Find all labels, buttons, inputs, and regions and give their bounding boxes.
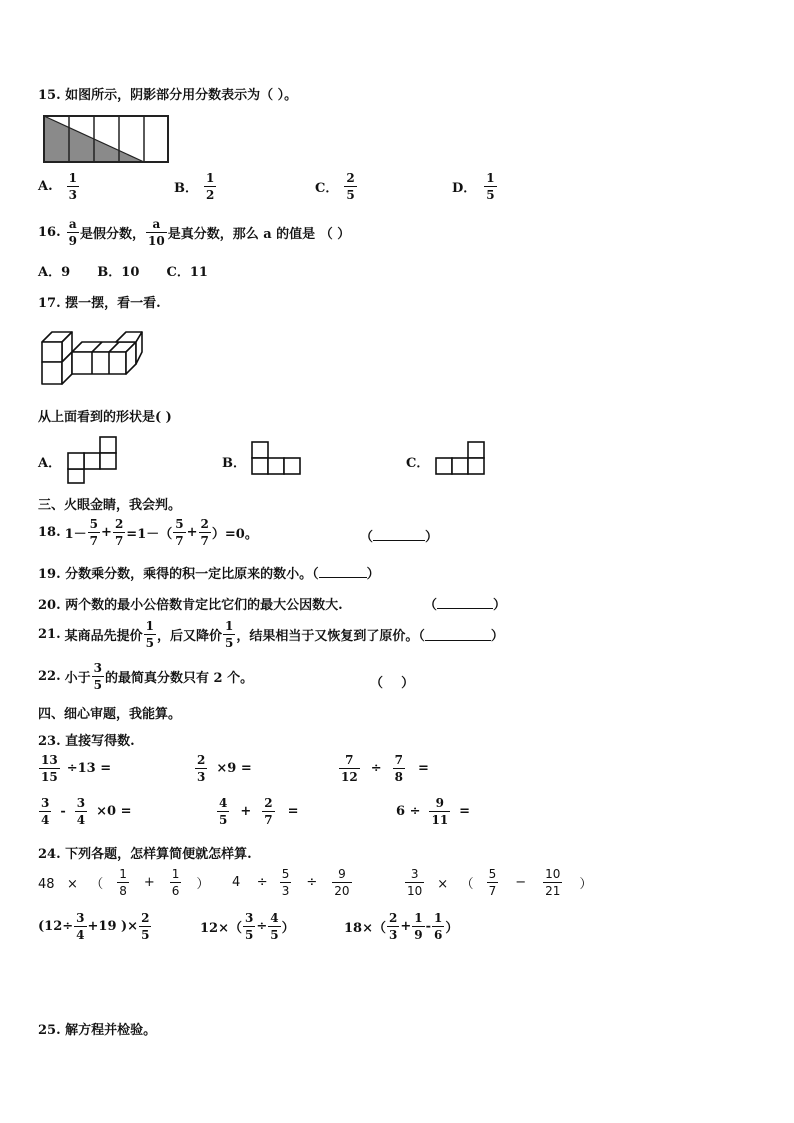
q17-option-c-shape: [434, 440, 488, 476]
q22-part: 小于: [64, 671, 91, 686]
q22-number: 22.: [38, 669, 61, 684]
q23-expr-4: [38, 797, 131, 826]
q17-text: 摆一摆，看一看.: [65, 296, 161, 311]
fraction: $\frac{1}{6}$: [434, 911, 443, 942]
expr-text: (12÷: [38, 919, 74, 934]
q17-option-b[interactable]: [222, 452, 246, 471]
q20-line: [38, 594, 343, 613]
fraction: $\frac{1}{5}$: [145, 619, 154, 650]
q23-expr-2: [194, 754, 252, 783]
paren-left: （: [424, 598, 438, 613]
fraction: $\frac{2}{3}$: [388, 911, 398, 942]
fraction: $\frac{5}{7}$: [488, 867, 497, 898]
expr-text: ）: [281, 921, 295, 936]
operator: ÷: [306, 875, 318, 890]
fraction: $\frac{2}{7}$: [264, 796, 273, 827]
option-label: B．: [222, 456, 246, 471]
q16-line: [38, 218, 350, 247]
expr-text: ）: [445, 921, 459, 936]
fraction: $\frac{1}{5}$: [225, 619, 234, 650]
option-label: C．: [315, 181, 339, 196]
fraction: $\frac{10}{21}$: [545, 867, 561, 898]
q17-option-c[interactable]: [406, 452, 429, 471]
q24-expr-6: [344, 912, 458, 941]
q16-options[interactable]: A．9 B．10 C．11: [38, 265, 208, 280]
fraction: $\frac{5}{7}$: [175, 517, 184, 548]
q19-line: [38, 563, 380, 582]
q16-text-1: 是假分数，: [79, 227, 145, 242]
fraction: $\frac{4}{5}$: [270, 911, 279, 942]
q20-text: 两个数的最小公倍数肯定比它们的最大公因数大.: [65, 598, 343, 613]
q23-text: 直接写得数.: [65, 734, 135, 749]
fraction: $\frac{7}{8}$: [394, 753, 403, 784]
q24-text: 下列各题，怎样算简便就怎样算.: [65, 847, 252, 862]
q17-number: 17.: [38, 296, 61, 311]
fraction: $\frac{3}{4}$: [41, 796, 50, 827]
fraction: $\frac{7}{12}$: [341, 753, 358, 784]
fraction: $\frac{1}{8}$: [119, 867, 127, 898]
q17-option-a-shape: [66, 435, 120, 485]
q15-option-b[interactable]: [174, 172, 217, 201]
q24-expr-1: [38, 868, 209, 897]
q22-answer-blank[interactable]: （ ）: [370, 676, 415, 691]
q18-answer-blank[interactable]: [360, 526, 438, 545]
q18-part: +: [186, 525, 198, 540]
q15-line: [38, 84, 297, 103]
paren-right: ）: [366, 567, 380, 582]
fraction: $\frac{1}{3}$: [68, 171, 77, 202]
operator: =: [287, 804, 299, 819]
operator: +: [400, 919, 412, 934]
option-label: D．: [452, 181, 477, 196]
fraction: $\frac{2}{7}$: [200, 517, 209, 548]
q23-expr-1: [38, 754, 111, 783]
q18-line: [38, 518, 258, 547]
q15-option-d[interactable]: [452, 172, 498, 201]
option-label: B．: [174, 181, 198, 196]
section-3-title: 三、火眼金睛，我会判。: [38, 498, 182, 513]
q25-number: 25.: [38, 1023, 61, 1038]
fraction: $\frac{3}{10}$: [407, 867, 423, 898]
operator: ÷: [256, 919, 268, 934]
operator: =: [459, 804, 471, 819]
q22-part: 的最简真分数只有 2 个。: [105, 671, 254, 686]
q19-text: 分数乘分数，乘得的积一定比原来的数小。（: [65, 567, 319, 582]
q16-text-2: 是真分数，那么 a 的值是 （ ）: [167, 227, 351, 242]
expr-text: × （: [437, 877, 474, 892]
q15-figure: [42, 114, 170, 164]
q23-expr-5: [216, 797, 299, 826]
q23-line: [38, 730, 135, 749]
fraction: $\frac{9}{20}$: [334, 867, 350, 898]
option-label: C．: [406, 456, 430, 471]
q16-number: 16.: [38, 225, 61, 240]
operator: +: [240, 804, 252, 819]
expr-text: ）: [196, 877, 210, 892]
q17-line: [38, 292, 161, 311]
expr-text: +19 )×: [87, 919, 139, 934]
q17-option-a[interactable]: [38, 452, 61, 471]
q24-expr-5: [200, 912, 295, 941]
fraction: $\frac{1}{2}$: [206, 171, 215, 202]
q21-answer-blank[interactable]: [425, 628, 491, 641]
q15-option-a[interactable]: [38, 172, 80, 201]
q15-text: 如图所示，阴影部分用分数表示为（ ）。: [65, 88, 298, 103]
q23-expr-3: [338, 754, 429, 783]
fraction: $\frac{2}{3}$: [197, 753, 206, 784]
q24-expr-4: [38, 912, 152, 941]
fraction: $\frac{1}{9}$: [414, 911, 423, 942]
section-4-title: 四、细心审题，我能算。: [38, 707, 182, 722]
paren-left: （: [360, 530, 374, 545]
fraction: $\frac{4}{5}$: [219, 796, 228, 827]
fraction: $\frac{2}{5}$: [141, 911, 150, 942]
q18-part: +: [101, 525, 112, 540]
q18-number: 18.: [38, 525, 61, 540]
fraction: $\frac{3}{5}$: [244, 911, 254, 942]
q18-part: ）=0。: [211, 527, 258, 542]
expr-text: 12×（: [200, 921, 242, 936]
fraction: $\frac{5}{3}$: [281, 867, 290, 898]
q21-line: [38, 620, 504, 649]
fraction: $\frac{9}{11}$: [431, 796, 449, 827]
q25-text: 解方程并检验。: [65, 1023, 157, 1038]
fraction: $\frac{2}{7}$: [114, 517, 124, 548]
operator: -: [425, 919, 432, 934]
fraction: $\frac{1}{6}$: [171, 867, 180, 898]
q24-line: [38, 843, 252, 862]
expr-text: ÷13 =: [66, 761, 112, 776]
q15-number: 15.: [38, 88, 61, 103]
q20-number: 20.: [38, 598, 61, 613]
q18-part: 1－: [64, 527, 87, 542]
expr-text: ）: [579, 877, 593, 892]
option-label: A.: [38, 179, 53, 194]
expr-text: 6 ÷: [396, 804, 421, 819]
q19-answer-blank[interactable]: [319, 565, 367, 578]
expr-text: 18×（: [344, 921, 386, 936]
q23-number: 23.: [38, 734, 61, 749]
q22-line: [38, 662, 253, 691]
option-label: A．: [38, 456, 62, 471]
q21-part: ，结果相当于又恢复到了原价。（: [236, 629, 425, 644]
paren-right: ）: [490, 629, 504, 644]
q23-expr-6: [396, 797, 470, 826]
q21-number: 21.: [38, 627, 61, 642]
q15-option-c[interactable]: [315, 172, 358, 201]
q18-part: =1－（: [126, 527, 173, 542]
operator: ÷: [370, 761, 382, 776]
q24-expr-3: [404, 868, 592, 897]
q25-line: [38, 1019, 156, 1038]
expr-text: ×0 =: [96, 804, 132, 819]
q24-expr-2: [232, 868, 353, 897]
operator: -: [60, 804, 66, 819]
q17-cube-figure: [38, 330, 144, 388]
fraction: $\frac{5}{7}$: [89, 517, 99, 548]
q19-number: 19.: [38, 567, 61, 582]
operator: +: [143, 875, 155, 890]
fraction: $\frac{1}{5}$: [486, 171, 495, 202]
q21-part: ，后又降价: [157, 629, 223, 644]
q17-question: 从上面看到的形状是( ): [38, 410, 172, 425]
expr-text: 48 × （: [38, 877, 104, 892]
q24-number: 24.: [38, 847, 61, 862]
fraction: $\frac{2}{5}$: [346, 171, 355, 202]
fraction: $\frac{a}{9}$: [68, 217, 77, 248]
paren-right: ）: [425, 530, 439, 545]
operator: −: [515, 875, 527, 890]
paren-right: ）: [493, 598, 507, 613]
fraction: $\frac{3}{4}$: [76, 796, 86, 827]
operator: =: [417, 761, 429, 776]
q17-option-b-shape: [250, 440, 304, 476]
fraction: $\frac{3}{4}$: [76, 911, 85, 942]
expr-text: 4 ÷: [232, 875, 268, 890]
q20-answer-blank[interactable]: [424, 594, 506, 613]
fraction: $\frac{3}{5}$: [93, 661, 102, 692]
fraction: $\frac{13}{15}$: [41, 753, 58, 784]
fraction: $\frac{a}{10}$: [148, 217, 165, 248]
expr-text: ×9 =: [216, 761, 252, 776]
q21-part: 某商品先提价: [64, 629, 143, 644]
